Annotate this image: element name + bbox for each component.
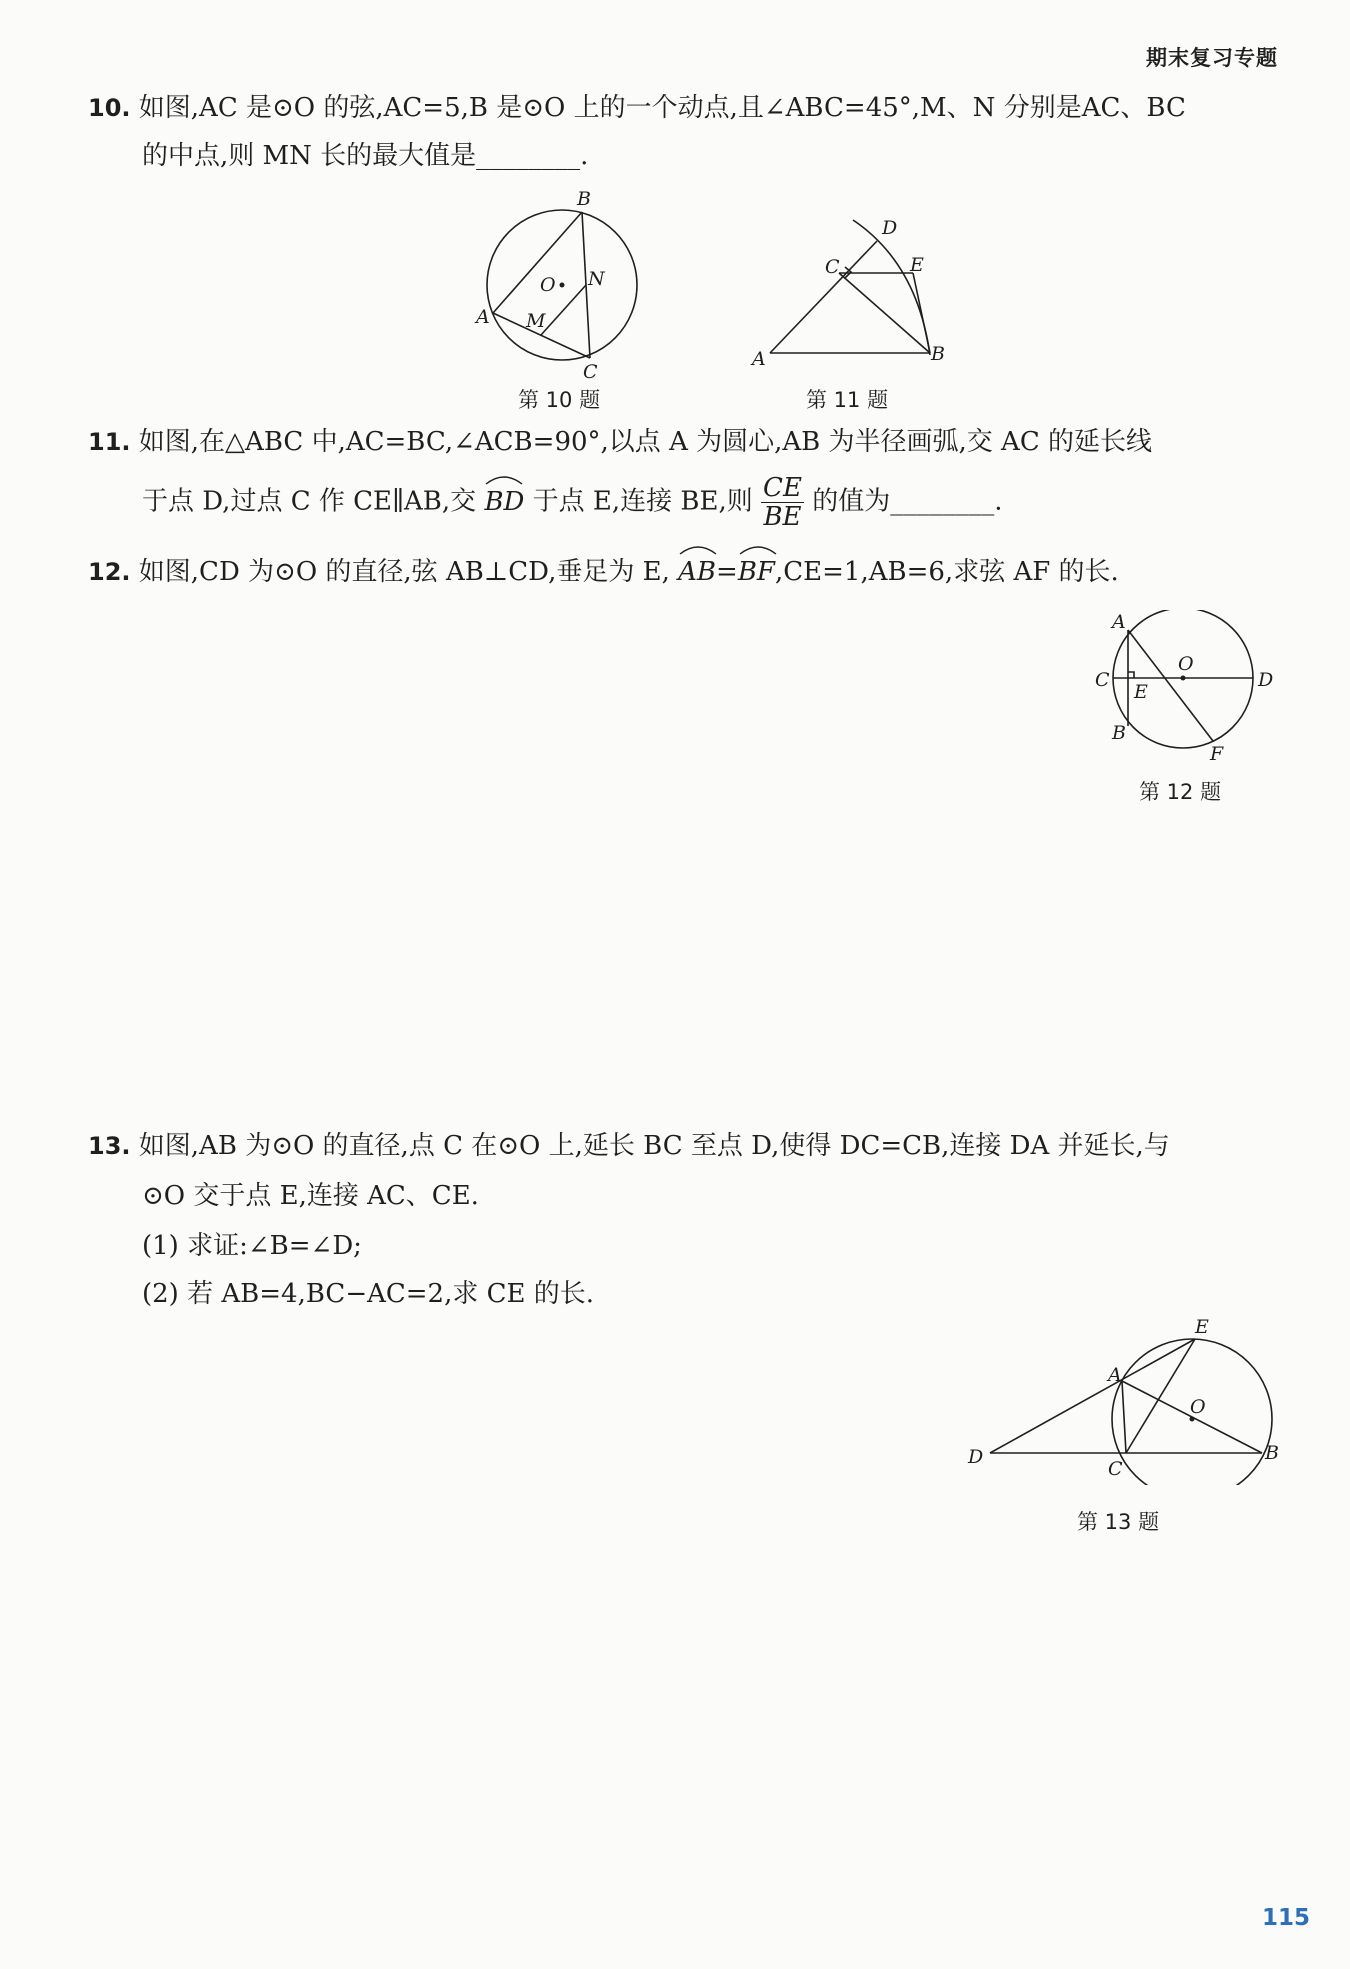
q12-text-b: ,CE=1,AB=6,求弦 AF 的长. (774, 557, 1119, 587)
q12-text-a: 如图,CD 为⊙O 的直径,弦 AB⊥CD,垂足为 E, (138, 557, 670, 587)
q13-text-1: 如图,AB 为⊙O 的直径,点 C 在⊙O 上,延长 BC 至点 D,使得 DC=CB,连接 DA 并延长,与 (138, 1131, 1170, 1161)
fig13-label-d: D (968, 1446, 984, 1468)
fig12-right-angle (1128, 672, 1134, 678)
fig10-label-o: O (540, 274, 556, 296)
q13-number: 13. (88, 1132, 131, 1160)
fig13-line-ac (1122, 1381, 1126, 1453)
q10-line1 (88, 90, 1186, 126)
q11-arc-bd (484, 484, 524, 520)
q11-line2 (142, 474, 1002, 531)
q12-arc-bf-mark (738, 542, 778, 556)
fig13-label-b: B (1265, 1442, 1279, 1464)
fig10-caption: 第 10 题 (518, 388, 601, 412)
figure-13 (960, 1315, 1290, 1485)
q12-equals: = (716, 557, 738, 587)
fig12-label-e: E (1134, 681, 1148, 703)
q12-arc-ab-mark (678, 542, 718, 556)
fig13-line-ce (1126, 1339, 1195, 1453)
q12-number: 12. (88, 558, 131, 586)
q12-arc-ab-label: AB (678, 557, 717, 587)
fig13-line-de (990, 1339, 1195, 1453)
fig11-label-c: C (825, 256, 840, 278)
fig10-center-dot (560, 283, 565, 288)
q10-number: 10. (88, 94, 131, 122)
fig12-label-b: B (1112, 722, 1126, 744)
q13-line1 (88, 1128, 1170, 1164)
fig12-caption: 第 12 题 (1139, 780, 1222, 804)
fig13-label-o: O (1190, 1396, 1206, 1418)
fig10-label-n: N (588, 268, 605, 290)
figure-12 (1090, 610, 1290, 780)
q13-part2: (2) 若 AB=4,BC−AC=2,求 CE 的长. (142, 1279, 595, 1309)
fig13-label-a: A (1108, 1364, 1122, 1386)
figure-11 (745, 215, 960, 380)
fig10-label-b: B (577, 188, 591, 210)
q11-text-2a: 于点 D,过点 C 作 CE∥AB,交 (142, 486, 477, 517)
q12-arc-bf (738, 554, 775, 590)
q10-text-1: 如图,AC 是⊙O 的弦,AC=5,B 是⊙O 上的一个动点,且∠ABC=45°,M、N 分别是AC、BC (138, 93, 1186, 123)
q12-arc-bf-label: BF (737, 557, 775, 587)
q11-number: 11. (88, 428, 131, 456)
fig12-label-f: F (1210, 743, 1224, 765)
page-header: 期末复习专题 (1146, 46, 1278, 70)
fig13-label-c: C (1108, 1458, 1123, 1480)
fig11-caption: 第 11 题 (806, 388, 889, 412)
q11-fraction (761, 474, 804, 531)
fig12-label-c: C (1095, 669, 1110, 691)
fig12-center-dot (1181, 676, 1186, 681)
q10-text-2: 的中点,则 MN 长的最大值是________. (142, 141, 589, 171)
fig13-caption: 第 13 题 (1077, 1510, 1160, 1534)
q13-text-2: ⊙O 交于点 E,连接 AC、CE. (142, 1181, 479, 1211)
fig10-line-ab (493, 212, 582, 313)
fig10-label-a: A (476, 306, 490, 328)
fig11-label-b: B (931, 343, 945, 365)
q11-arc-mark (484, 472, 524, 486)
q11-text-1: 如图,在△ABC 中,AC=BC,∠ACB=90°,以点 A 为圆心,AB 为半径画弧,交 AC 的延长线 (138, 427, 1152, 457)
fig10-label-c: C (583, 361, 598, 383)
q12-arc-ab (678, 554, 716, 590)
fig11-label-a: A (752, 348, 766, 370)
fig10-label-m: M (526, 310, 546, 332)
fig13-label-e: E (1195, 1316, 1209, 1338)
fig11-label-d: D (882, 217, 898, 239)
q11-text-2b: 于点 E,连接 BE,则 (532, 486, 753, 517)
q11-line1 (88, 424, 1152, 460)
q11-arc-label: BD (484, 486, 525, 517)
q11-text-2c: 的值为________. (812, 486, 1003, 517)
figure-10 (470, 185, 650, 385)
page-number: 115 (1261, 1905, 1310, 1931)
q11-fraction-denominator: BE (763, 502, 802, 532)
fig12-label-d: D (1258, 669, 1274, 691)
fig11-arc-bd (853, 220, 930, 355)
fig11-line-ad (770, 241, 877, 353)
q11-fraction-numerator: CE (763, 473, 802, 503)
fig12-label-o: O (1178, 653, 1194, 675)
q12-line1 (88, 554, 1119, 590)
fig11-label-e: E (910, 254, 924, 276)
fig12-label-a: A (1112, 611, 1126, 633)
q13-part1: (1) 求证:∠B=∠D; (142, 1231, 362, 1261)
